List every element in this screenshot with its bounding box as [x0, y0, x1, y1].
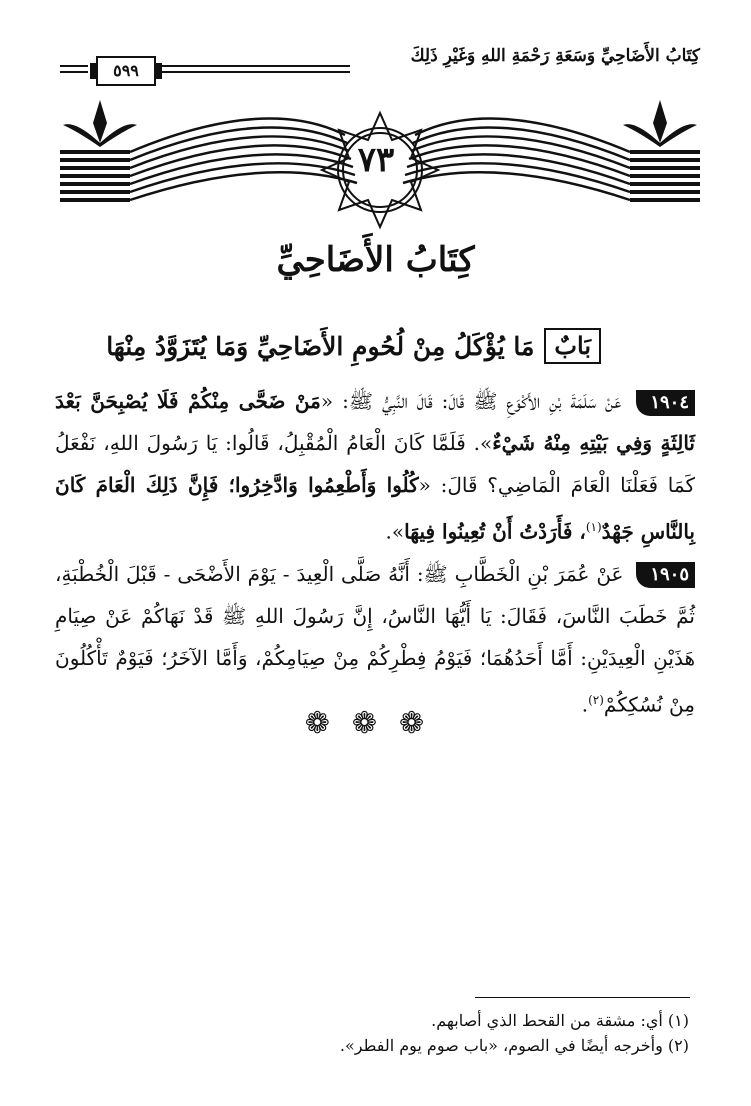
- hadith-number: ١٩٠٤: [636, 390, 695, 416]
- right-lily: [623, 100, 697, 147]
- right-stripes: [630, 150, 700, 202]
- hadith-text: ».: [385, 519, 405, 544]
- footnotes: [49, 1008, 689, 1058]
- section-title: مَا يُؤْكَلُ مِنْ لُحُومِ الأَضَاحِيِّ وَمَا يُتَزَوَّدُ مِنْهَا: [106, 331, 535, 361]
- chapter-number: ٧٣: [357, 140, 395, 180]
- footnote-ref: (١): [585, 520, 602, 534]
- hadith-1905: [55, 553, 695, 726]
- section-heading: [106, 328, 601, 364]
- header-rule: [160, 65, 350, 67]
- hadith-quote: ، فَأَرَدْتُ أَنْ تُعِينُوا فِيهَا: [404, 519, 586, 544]
- hadith-text: عَنْ سَلَمَةَ بْنِ الأَكْوَعِ ﷺ قَالَ: قَالَ النَّبِيُّ ﷺ: «: [320, 389, 622, 413]
- hadith-1904: [55, 380, 695, 553]
- hadith-quote: كُلُوا وَأَطْعِمُوا وَادَّخِرُوا؛ فَإِنَّ ذَلِكَ الْعَامَ كَانَ بِالنَّاسِ جَهْدٌ: [55, 473, 695, 544]
- hadith-text: .: [581, 692, 589, 717]
- footnote-2: (٢) وأخرجه أيضًا في الصوم، «باب صوم يوم الفطر».: [339, 1036, 689, 1055]
- left-lily: [63, 100, 137, 147]
- page-number: ٥٩٩: [96, 56, 156, 86]
- body-text: [55, 380, 695, 725]
- ornament-separator: ❁❁❁: [304, 706, 447, 741]
- footnote-ref: (٢): [588, 692, 604, 707]
- header-rule: [60, 65, 88, 67]
- header-rule: [60, 71, 88, 73]
- running-header: [60, 40, 700, 80]
- footnote-1: (١) أي: مشقة من القحط الذي أصابهم.: [431, 1011, 689, 1030]
- hadith-number: ١٩٠٥: [636, 562, 695, 588]
- running-title: كِتَابُ الأَضَاحِيِّ وَسَعَةِ رَحْمَةِ اللهِ وَغَيْرِ ذَلِكَ: [410, 46, 700, 66]
- chapter-title: كِتَابُ الأَضَاحِيِّ: [276, 240, 475, 280]
- footnote-rule: [475, 997, 690, 998]
- hadith-quote: مَنْ ضَحَّى مِنْكُمْ فَلَا يُصْبِحَنَّ بَعْدَ ثَالِثَةٍ وَفِي بَيْتِهِ مِنْهُ شَيْءٌ: [55, 389, 695, 455]
- bab-label: بَابٌ: [544, 328, 601, 364]
- hadith-text: عَنْ عُمَرَ بْنِ الْخَطَّابِ ﷺ: أَنَّهُ صَلَّى الْعِيدَ - يَوْمَ الأَضْحَى - قَبْلَ الْخُطْبَةِ، ثُمَّ خَطَبَ النَّاسَ، فَقَالَ: يَا أَيُّهَا النَّاسُ، إِنَّ رَسُولَ اللهِ ﷺ قَدْ نَهَاكُمْ عَنْ صِيَامِ هَذَيْنِ الْعِيدَيْنِ: أَمَّا أَحَدُهُمَا؛ فَيَوْمُ فِطْرِكُمْ مِنْ صِيَامِكُمْ، وَأَمَّا الآخَرُ؛ فَيَوْمٌ تَأْكُلُونَ مِنْ نُسُكِكُمْ: [55, 561, 695, 717]
- header-rule: [160, 71, 350, 73]
- hadith-text: ». فَلَمَّا كَانَ الْعَامُ الْمُقْبِلُ، قَالُوا: يَا رَسُولَ اللهِ، نَفْعَلُ كَمَا فَعَلْنَا الْعَامَ الْمَاضِي؟ قَالَ: «: [55, 431, 695, 497]
- left-stripes: [60, 150, 130, 202]
